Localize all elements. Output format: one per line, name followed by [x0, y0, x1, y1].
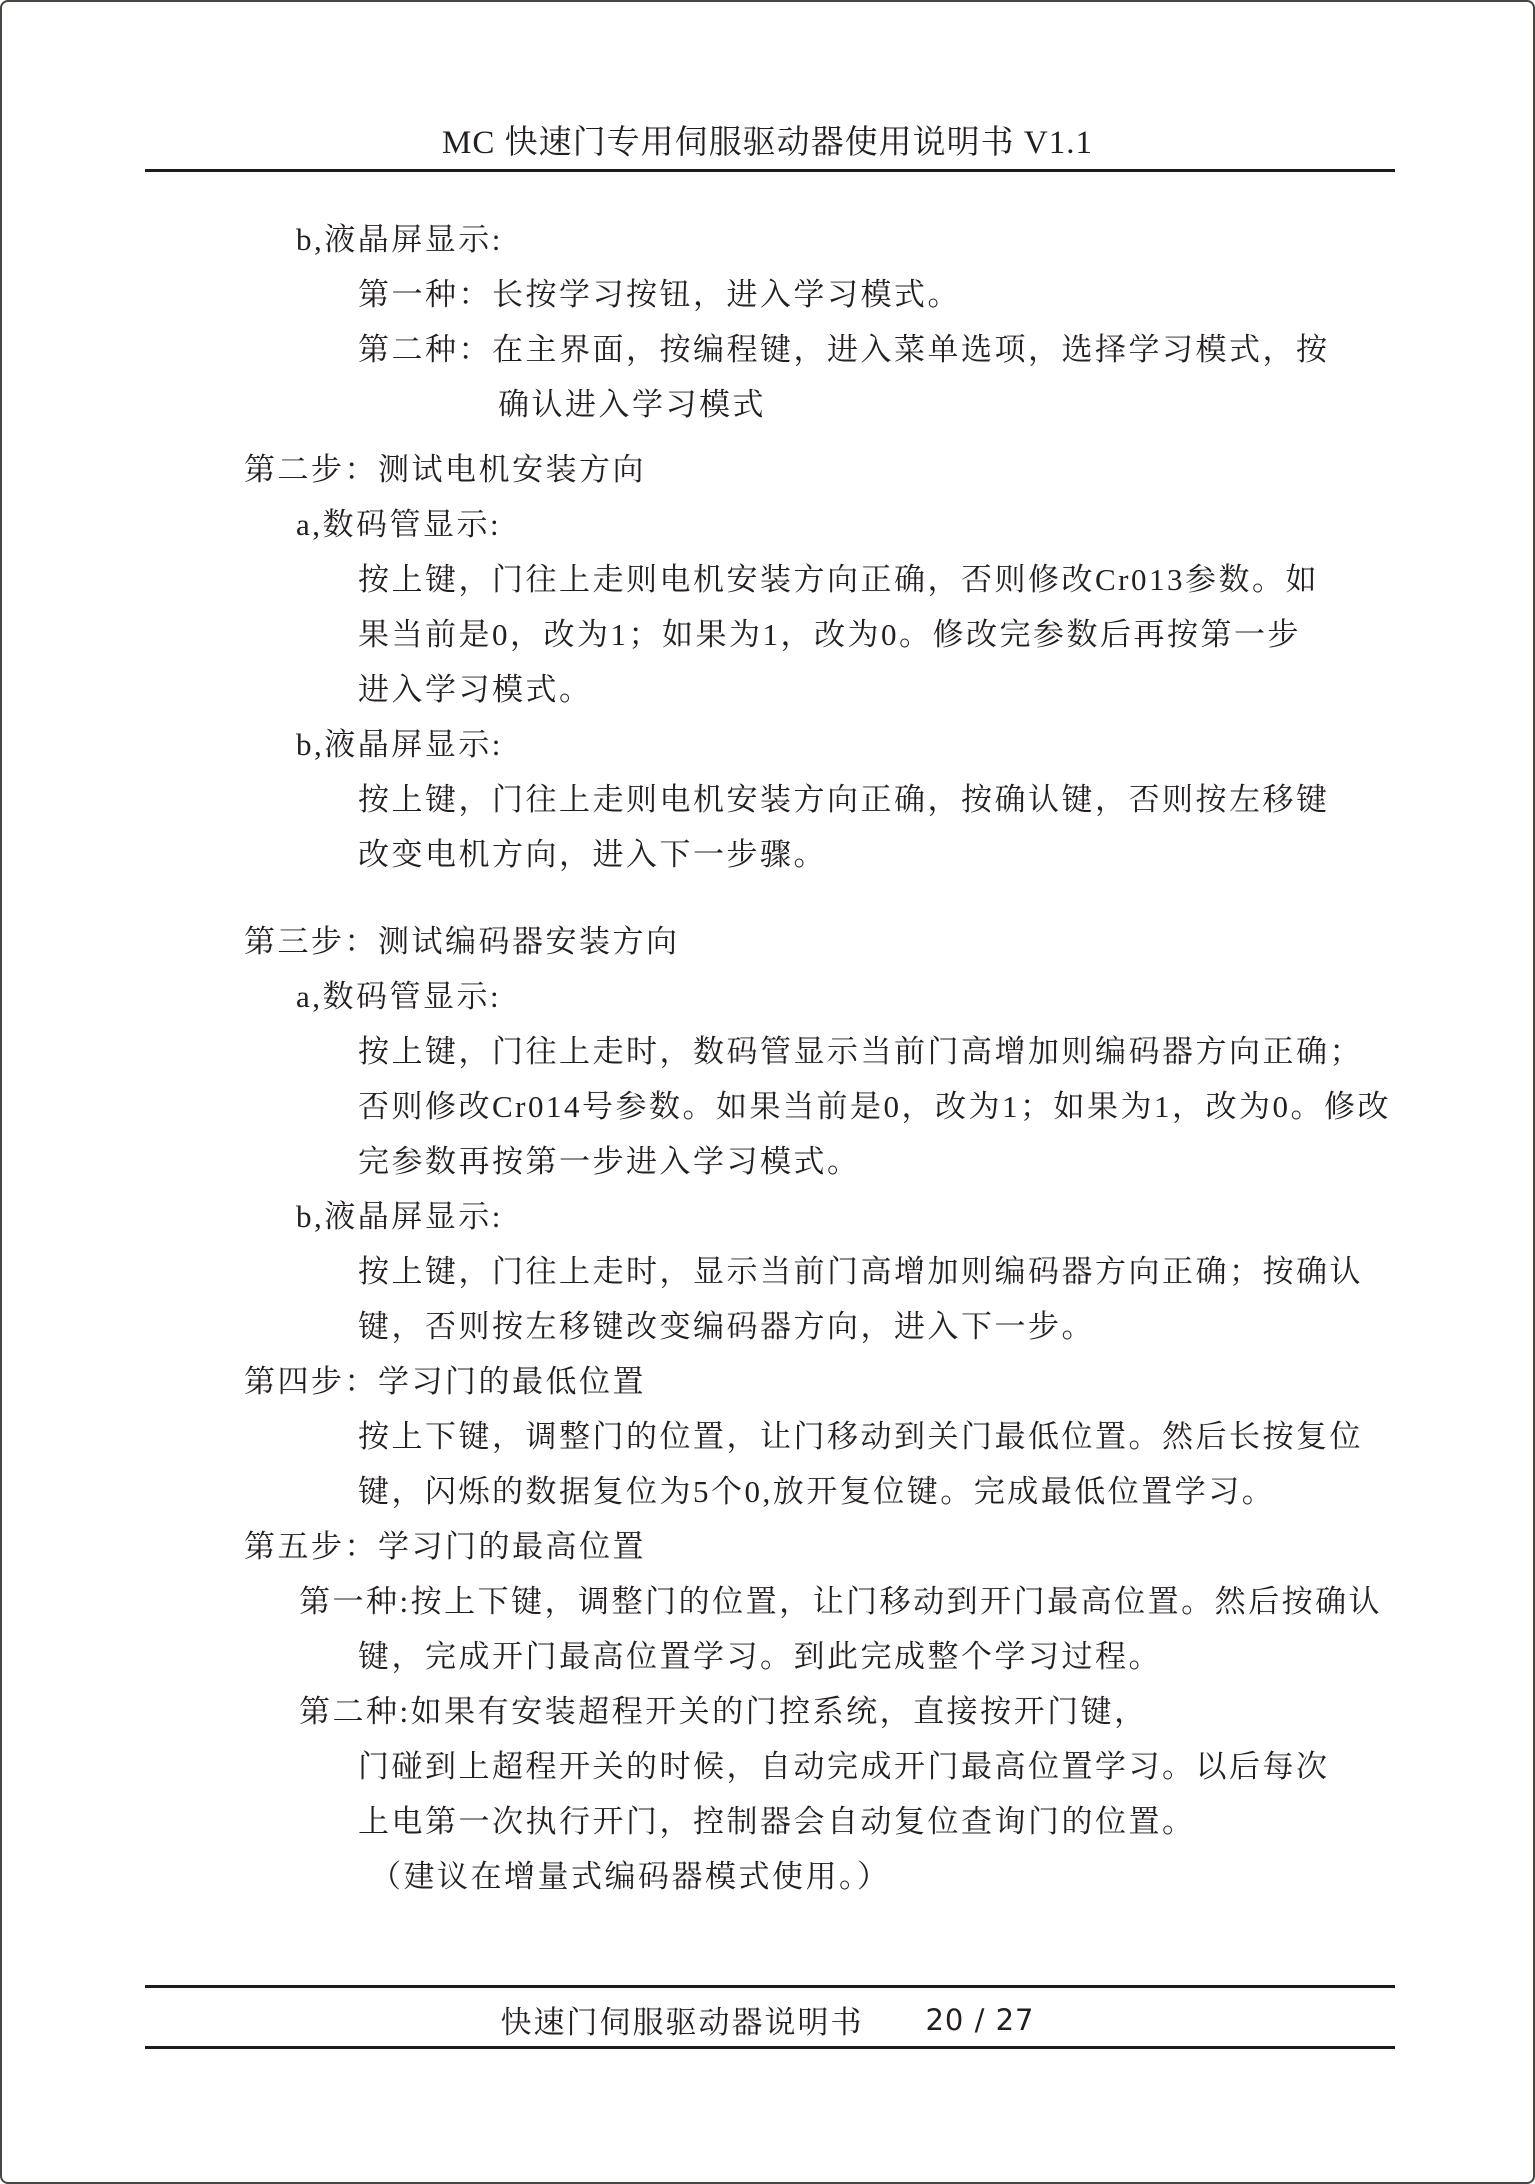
- body-line: 完参数再按第一步进入学习模式。: [358, 1144, 861, 1179]
- footer-rule-bottom: [145, 2046, 1395, 2049]
- body-line: b,液晶屏显示:: [296, 222, 503, 257]
- body-line: 按上下键，调整门的位置，让门移动到关门最低位置。然后长按复位: [358, 1419, 1363, 1454]
- body-line: 按上键，门往上走时，显示当前门高增加则编码器方向正确；按确认: [358, 1254, 1363, 1289]
- body-line: 进入学习模式。: [358, 672, 593, 707]
- body-line: 按上键，门往上走则电机安装方向正确，否则修改Cr013参数。如: [358, 562, 1319, 597]
- body-line: 键，完成开门最高位置学习。到此完成整个学习过程。: [358, 1639, 1162, 1674]
- body-line: 第二种：在主界面，按编程键，进入菜单选项，选择学习模式，按: [358, 332, 1330, 367]
- body-line: （建议在增量式编码器模式使用。）: [370, 1859, 891, 1894]
- body-line: 第一种:按上下键，调整门的位置，让门移动到开门最高位置。然后按确认: [299, 1584, 1383, 1619]
- body-line: 按上键，门往上走则电机安装方向正确，按确认键，否则按左移键: [358, 782, 1330, 817]
- footer-rule-top: [145, 1985, 1395, 1988]
- body-line: 上电第一次执行开门，控制器会自动复位查询门的位置。: [358, 1804, 1196, 1839]
- body-line: a,数码管显示:: [296, 979, 502, 1014]
- body-line: 第三步：测试编码器安装方向: [244, 924, 680, 959]
- body-line: b,液晶屏显示:: [296, 1199, 503, 1234]
- body-line: 第二种:如果有安装超程开关的门控系统，直接按开门键，: [299, 1694, 1148, 1729]
- body-line: a,数码管显示:: [296, 507, 502, 542]
- body-line: 确认进入学习模式: [498, 387, 766, 422]
- body-line: 按上键，门往上走时，数码管显示当前门高增加则编码器方向正确；: [358, 1034, 1363, 1069]
- body-line: 键，闪烁的数据复位为5个0,放开复位键。完成最低位置学习。: [358, 1474, 1276, 1509]
- body-line: 否则修改Cr014号参数。如果当前是0，改为1；如果为1，改为0。修改: [358, 1089, 1391, 1124]
- body-line: 键，否则按左移键改变编码器方向，进入下一步。: [358, 1309, 1095, 1344]
- page-header-title: MC 快速门专用伺服驱动器使用说明书 V1.1: [442, 125, 1093, 161]
- body-line: 改变电机方向，进入下一步骤。: [358, 837, 827, 872]
- footer-doc-title: 快速门伺服驱动器说明书: [500, 2005, 864, 2040]
- footer-page-number: 20 / 27: [925, 2002, 1035, 2037]
- body-line: 第四步：学习门的最低位置: [244, 1364, 646, 1399]
- header-rule: [145, 169, 1395, 172]
- body-text-block: [2, 209, 1533, 1901]
- body-line: 果当前是0，改为1；如果为1，改为0。修改完参数后再按第一步: [358, 617, 1301, 652]
- body-line: 第一种：长按学习按钮，进入学习模式。: [358, 277, 961, 312]
- body-line: 第二步：测试电机安装方向: [244, 452, 646, 487]
- page-footer: [2, 1997, 1533, 2042]
- body-line: 门碰到上超程开关的时候，自动完成开门最高位置学习。以后每次: [358, 1749, 1330, 1784]
- body-line: 第五步：学习门的最高位置: [244, 1529, 646, 1564]
- body-line: b,液晶屏显示:: [296, 727, 503, 762]
